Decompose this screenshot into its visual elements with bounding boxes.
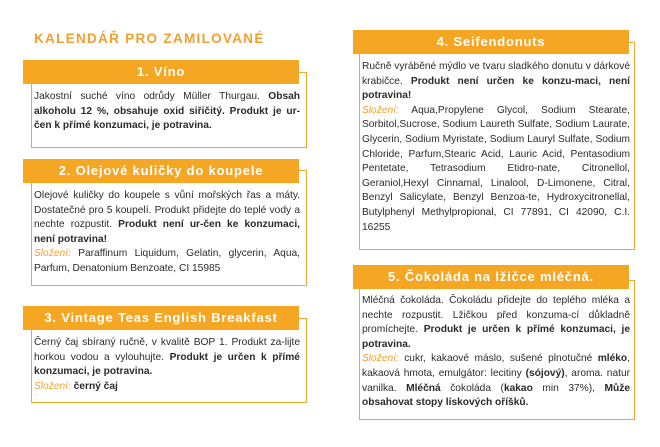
- card-5-ing-h: kakao: [503, 382, 533, 394]
- card-5-ingredients-label: Složení:: [362, 353, 399, 365]
- card-4-heading: 4. Seifendonuts: [353, 30, 629, 54]
- card-2-ingredients: Paraffinum Liquidum, Gelatin, glycerin, Aqua, Parfum, Denatonium Benzoate, CI 15985: [34, 248, 300, 274]
- card-1-heading: 1. Víno: [23, 60, 299, 84]
- card-5-ing-f: Mléčná: [406, 382, 441, 394]
- card-3-ingredients-label: Složení:: [34, 380, 71, 392]
- card-4-ingredients: Aqua,Propylene Glycol, Sodium Stearate, Sorbitol,Sucrose, Sodium Laureth Sulfate, Sodium Laurate, Glycerin, Sodium Myristate, Sodium Lauryl Sulfate, Sodium Chloride, Parfum,Stearic Acid, Lauric Acid, Pentasodium Pentetate, Tetrasodium Etidro-nate, Citronellol, Geraniol,Hexyl Cinnamal, Linalool, D-Limonene, Citral, Benzyl Salicylate, Benzyl Benzoa-te, Hydroxycitronellal, Butylphenyl Methylpropional, CI 77891, CI 42090, C.I. 16255: [362, 104, 630, 233]
- card-5-ing-c: , kakaová hmota, emulgátor: lecitiny: [362, 353, 630, 379]
- card-5-body: [362, 294, 630, 411]
- card-3-body: [34, 336, 300, 394]
- card-2-heading: 2. Olejové kuličky do koupele: [23, 159, 299, 183]
- page-title: KALENDÁŘ PRO ZAMILOVANÉ: [34, 31, 265, 46]
- card-3-heading: 3. Vintage Teas English Breakfast: [23, 306, 299, 330]
- card-5-ing-i: min 37%),: [532, 382, 605, 394]
- card-3-ingredients: černý čaj: [70, 380, 118, 392]
- card-1-body: [34, 90, 300, 134]
- card-5-ing-b: mléko: [597, 353, 628, 365]
- card-5-text: Mléčná čokoláda. Čokoládu přidejte do teplého mléka a nechte rozpustit. Lžičkou před konzuma-cí důkladně promíchejte.: [362, 295, 630, 336]
- card-2-notice: Produkt není ur-čen ke konzumaci, není potravina!: [34, 219, 300, 245]
- card-4-notice: Produkt není určen ke konzu-maci, není potravina!: [362, 75, 630, 102]
- card-1-text: Jakostní suché víno odrůdy Müller Thurgau.: [34, 91, 269, 102]
- card-5-ing-d: (sójový): [525, 367, 565, 379]
- card-2-ingredients-label: Složení:: [34, 248, 71, 260]
- card-5-ing-e: , aroma. natur vanilka.: [362, 367, 631, 394]
- card-1-notice: Obsah alkoholu 12 %, obsahuje oxid siřičitý. Produkt je ur-čen k přímé konzumaci, je potravina.: [34, 91, 300, 132]
- card-4-body: [362, 60, 630, 235]
- card-3-text: Černý čaj sbíraný ručně, v kvalitě BOP 1. Produkt za-lijte horkou vodou a vylouhujte.: [34, 337, 300, 363]
- card-5-ing-a: cukr, kakaové máslo, sušené plnotučné: [398, 353, 598, 365]
- card-5-ing-g: čokoláda (: [440, 382, 504, 394]
- card-2-body: [34, 189, 300, 277]
- card-4-ingredients-label: Složení:: [362, 104, 399, 116]
- card-3-notice: Produkt je určen k přímé konzumaci, je potravina.: [34, 351, 300, 378]
- card-5-heading: 5. Čokoláda na lžičce mléčná.: [353, 265, 629, 289]
- card-2-text: Olejové kuličky do koupele s vůní mořských řas a máty. Dostatečné pro 5 koupelí. Produkt přidejte do teplé vody a nechte rozpustit.: [34, 190, 300, 231]
- card-4-text: Ručně vyráběné mýdlo ve tvaru sladkého donutu v dárkové krabičce.: [362, 61, 630, 87]
- card-5-ing-j: Může obsahovat stopy lískových oříšků.: [362, 382, 630, 409]
- card-5-notice: Produkt je určen k přímé konzumaci, je potravina.: [362, 324, 630, 350]
